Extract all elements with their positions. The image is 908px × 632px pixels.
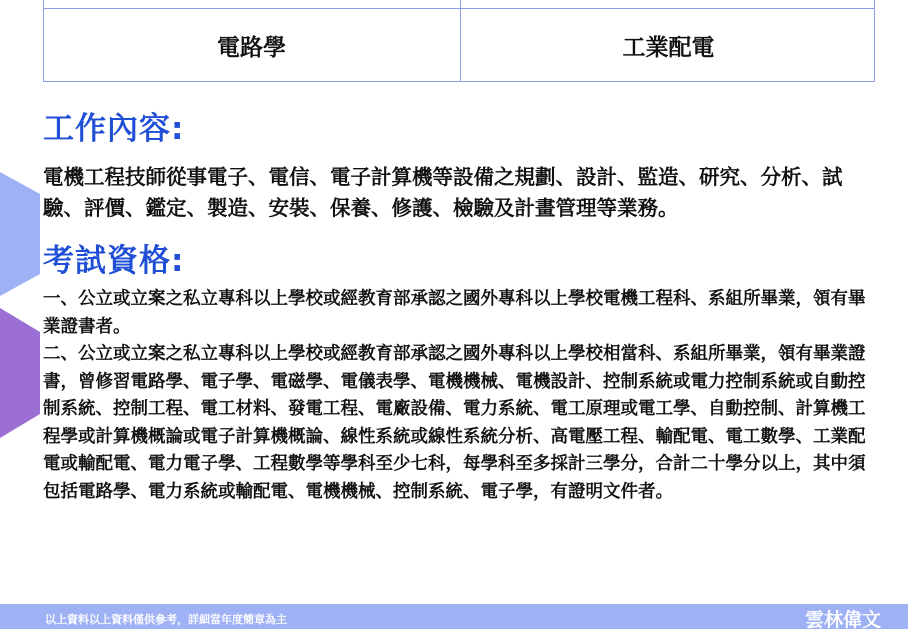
table-cell-circuits: 電路學 bbox=[217, 34, 286, 61]
footer-disclaimer: 以上資料以上資料僅供參考，詳細當年度簡章為主 bbox=[45, 613, 287, 626]
decorative-hexagon-blue bbox=[0, 172, 40, 296]
qualification-item-2: 二、公立或立案之私立專科以上學校或經教育部承認之國外專科以上學校相當科、系組所畢業，領有畢業證書，曾修習電路學、電子學、電磁學、電儀表學、電機機械、電機設計、控制系統或電力控制系統或自動控制系統、控制工程、電工材料、發電工程、電廠設備、電力系統、電工原理或電工學、自動控制、計算機工程學或計算機概論或電子計算機概論、線性系統或線性系統分析、高電壓工程、輸配電、電工數學、工業配電或輸配電、電力電子學、工程數學等學科至少七科，每學科至多採計三學分，合計二十學分以上，其中須包括電路學、電力系統或輸配電、電機機械、控制系統、電子學，有證明文件者。 bbox=[43, 344, 866, 502]
work-content-text: 電機工程技師從事電子、電信、電子計算機等設備之規劃、設計、監造、研究、分析、試驗、評價、鑑定、製造、安裝、保養、修護、檢驗及計畫管理等業務。 bbox=[43, 165, 843, 220]
subject-table bbox=[43, 0, 875, 82]
table-cell-industrial-distribution: 工業配電 bbox=[622, 34, 715, 61]
exam-qualification-heading: 考試資格: bbox=[43, 243, 185, 279]
footer-brand: 雲林偉文 bbox=[804, 609, 881, 631]
decorative-hexagon-purple bbox=[0, 308, 40, 438]
qualification-item-1: 一、公立或立案之私立專科以上學校或經教育部承認之國外專科以上學校電機工程科、系組所畢業，領有畢業證書者。 bbox=[43, 289, 866, 337]
footer-bar bbox=[0, 604, 908, 629]
work-content-heading: 工作內容: bbox=[43, 111, 185, 147]
